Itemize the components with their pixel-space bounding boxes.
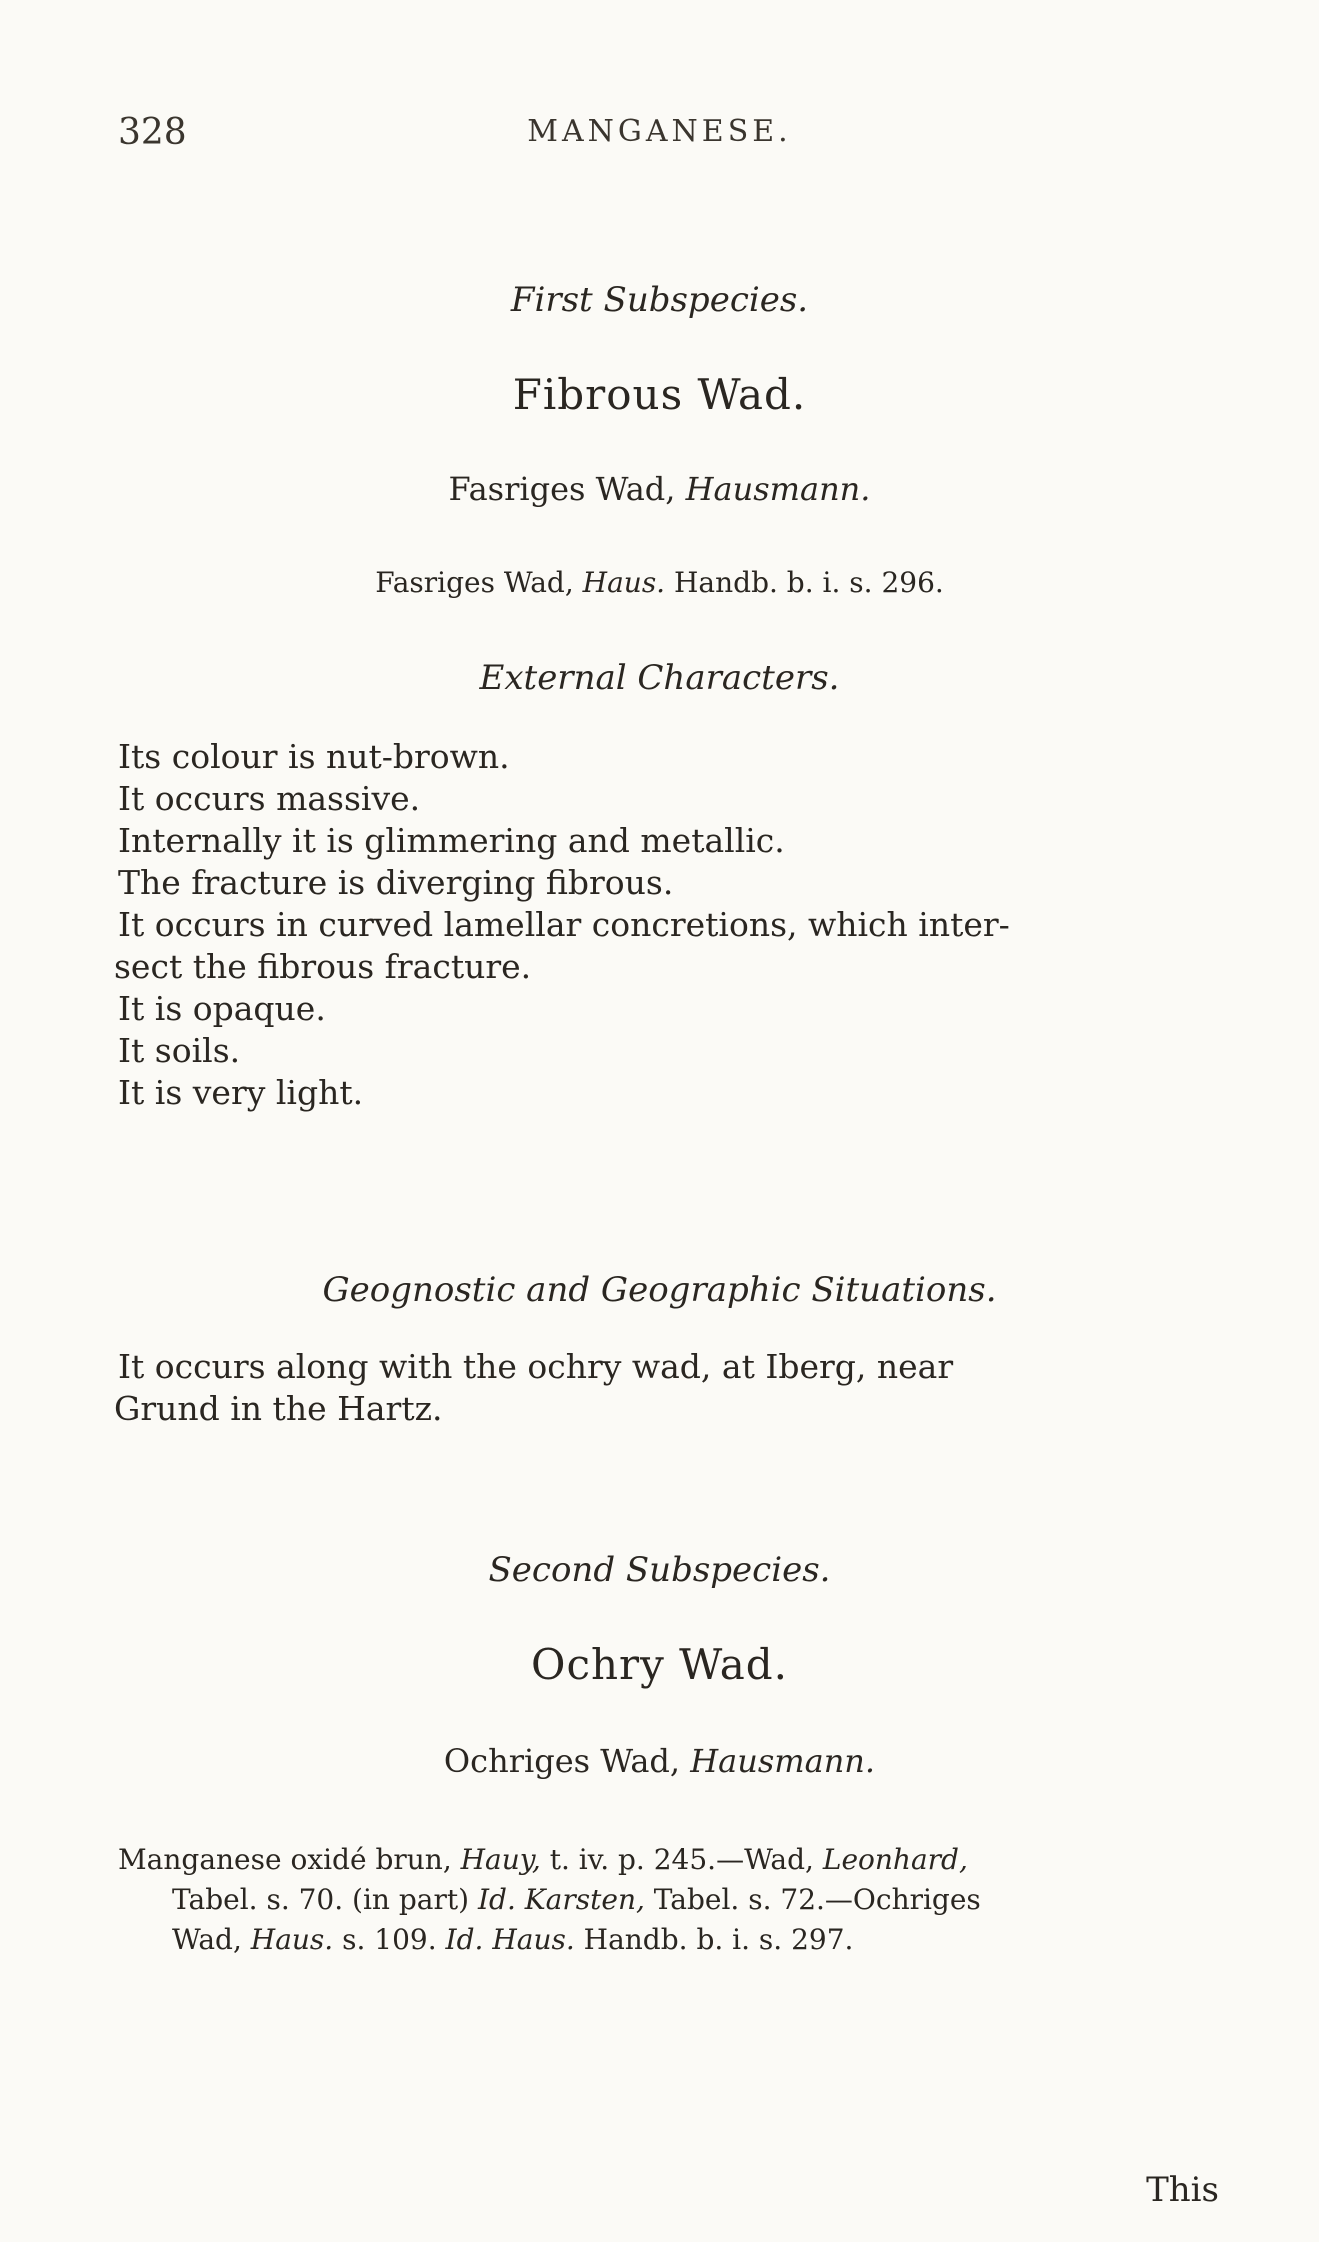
catchword: This (1146, 2170, 1219, 2210)
character-line: It is very light. (118, 1073, 364, 1112)
character-line: It is opaque. (118, 989, 326, 1028)
page-number: 328 (118, 112, 187, 153)
reference-author: Leonhard, (822, 1843, 968, 1876)
reference-text: Tabel. s. 70. (in part) (172, 1883, 470, 1916)
first-reference (0, 566, 1319, 599)
character-line: It occurs massive. (118, 779, 421, 818)
second-references (118, 1840, 1198, 1960)
first-reference-author: Haus. (582, 566, 666, 599)
reference-author: Haus. (492, 1923, 575, 1956)
character-line: It soils. (118, 1031, 241, 1070)
reference-line (118, 1880, 1198, 1920)
second-species-name: Ochry Wad. (531, 1640, 788, 1689)
reference-text: t. iv. p. 245.—Wad, (549, 1843, 814, 1876)
first-species-name: Fibrous Wad. (512, 370, 807, 419)
character-line: Its colour is nut-brown. (118, 737, 510, 776)
first-reference-prefix: Fasriges Wad, (375, 566, 574, 599)
first-synonym (0, 470, 1319, 508)
reference-text: Wad, (172, 1923, 242, 1956)
reference-author: Id. (477, 1883, 516, 1916)
first-reference-rest: Handb. b. i. s. 296. (674, 566, 944, 599)
reference-text: Tabel. s. 72.—Ochriges (653, 1883, 981, 1916)
first-synonym-name: Fasriges Wad, (448, 470, 676, 508)
reference-text: Handb. b. i. s. 297. (583, 1923, 854, 1956)
geognostic-line: It occurs along with the ochry wad, at Iberg, near (118, 1347, 954, 1386)
running-title: MANGANESE. (527, 114, 792, 149)
second-synonym-name: Ochriges Wad, (443, 1742, 681, 1780)
character-line: Internally it is glimmering and metallic. (118, 821, 785, 860)
first-synonym-author: Hausmann. (685, 470, 871, 508)
character-line: The fracture is diverging fibrous. (118, 863, 674, 902)
second-subspecies-heading: Second Subspecies. (488, 1550, 831, 1590)
geognostic-line: Grund in the Hartz. (114, 1389, 443, 1428)
external-characters-list (114, 736, 1228, 1114)
reference-author: Karsten, (524, 1883, 645, 1916)
reference-text: s. 109. (342, 1923, 437, 1956)
character-line: It occurs in curved lamellar concretions, which inter- (118, 905, 1010, 944)
geognostic-paragraph (114, 1346, 1228, 1430)
first-subspecies-heading: First Subspecies. (510, 280, 809, 320)
reference-author: Hauy, (460, 1843, 541, 1876)
geognostic-heading: Geognostic and Geographic Situations. (322, 1270, 997, 1310)
external-characters-heading: External Characters. (479, 658, 840, 698)
reference-line (118, 1920, 1198, 1960)
second-synonym-author: Hausmann. (690, 1742, 876, 1780)
reference-author: Haus. (250, 1923, 334, 1956)
reference-line (118, 1840, 1198, 1880)
second-synonym (0, 1742, 1319, 1780)
character-line: sect the fibrous fracture. (114, 947, 532, 986)
reference-author: Id. (445, 1923, 484, 1956)
reference-text: Manganese oxidé brun, (118, 1843, 452, 1876)
